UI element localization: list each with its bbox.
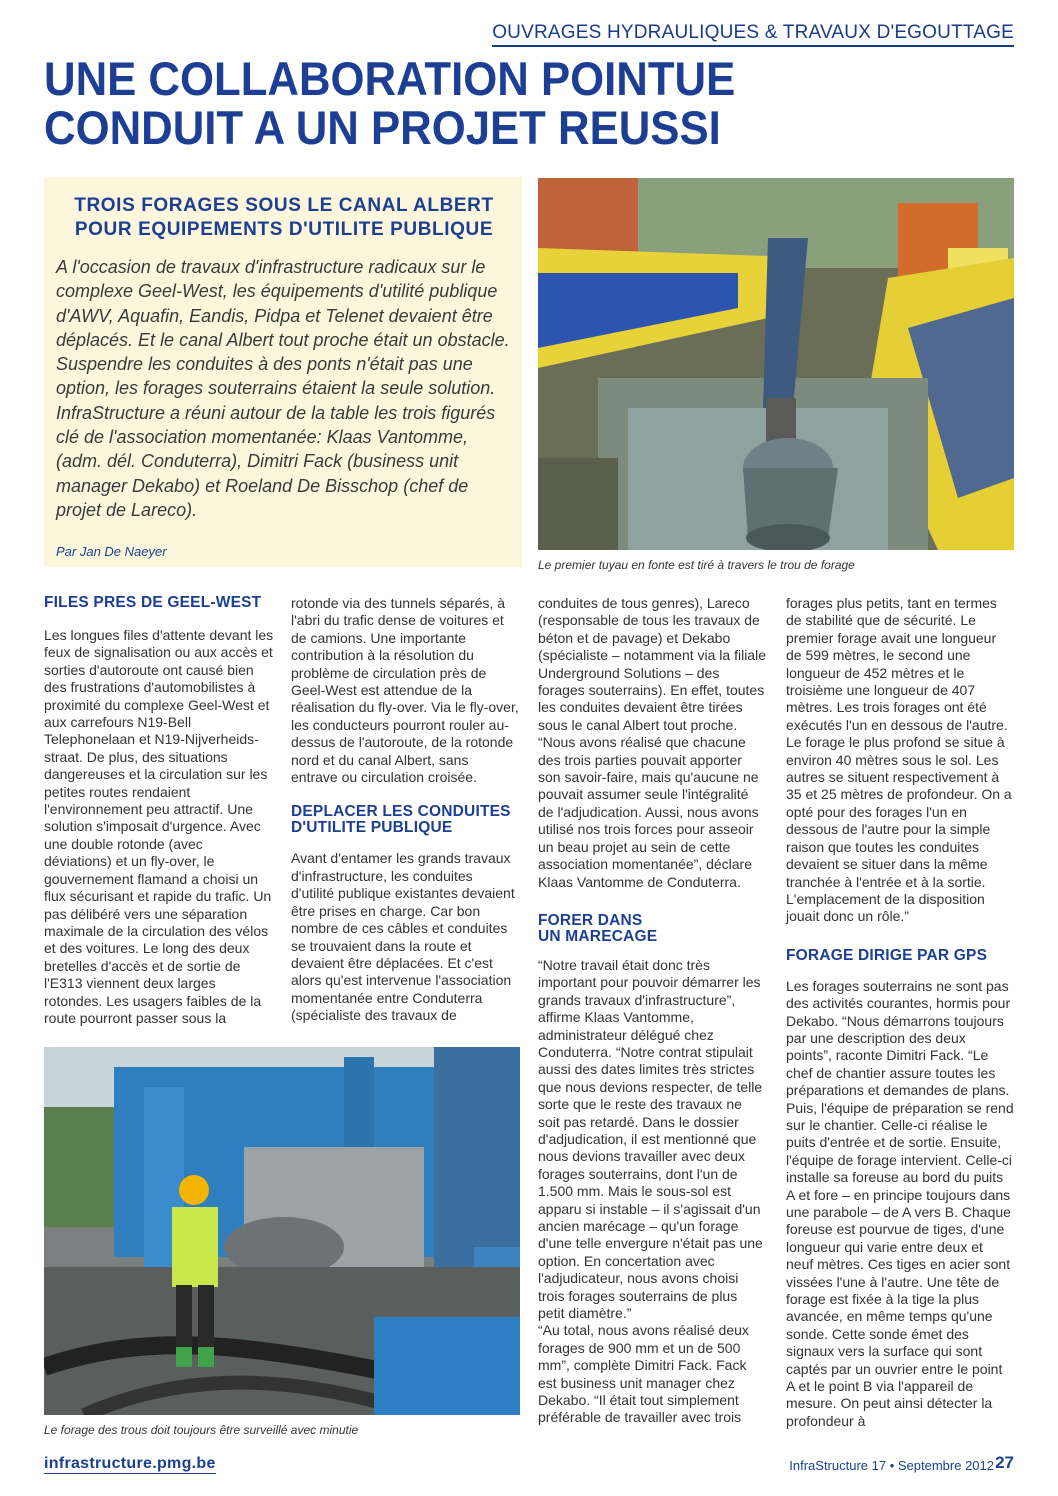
byline: Par Jan De Naeyer xyxy=(56,544,167,559)
subheading-files-geel-west: FILES PRES DE GEEL-WEST xyxy=(44,594,262,611)
subheading-deplacer-line-2: D'UTILITE PUBLIQUE xyxy=(291,819,453,837)
photo-pipe-trench-illustration xyxy=(538,178,1014,550)
column-3-text-3: “Au total, nous avons réalisé deux forages de 900 mm et un de 500 mm”, complète Dimitri Fack. Fack est business unit manager chez Dekabo. “Il était tout simplement préférable de travailler avec trois xyxy=(538,1322,749,1426)
intro-heading-line-2: POUR EQUIPEMENTS D'UTILITE PUBLIQUE xyxy=(74,219,494,240)
column-4-text: forages plus petits, tant en termes de stabilité que de sécurité. Le premier forage avait une longueur de 599 mètres, le second une longueur de 452 mètres et le troisième une longueur de 407 mètres. Les trois forages ont été exécutés l'un en dessous de l'autre. Le forage le plus profond se situe à environ 40 mètres sous le sol. Les autres se situent respectivement à 35 et 25 mètres de profondeur. On a opté pour des forages l'un en dessous de l'autre pour la simple raison que toutes les conduites devaient se situer dans la même tranchée à l'entrée et à la sortie. L'emplacement de la disposition jouait donc un rôle.” xyxy=(786,595,1012,925)
footer-issue: InfraStructure 17 • Septembre 2012 xyxy=(789,1458,994,1473)
article-column-1 xyxy=(44,595,274,1027)
article-column-3 xyxy=(538,595,766,1427)
title-line-2: CONDUIT A UN PROJET REUSSI xyxy=(44,101,721,154)
subheading-forer-marecage xyxy=(538,913,766,945)
photo-drilling-worker xyxy=(44,1047,520,1415)
subheading-forer-line-2: UN MARECAGE xyxy=(538,927,658,945)
intro-heading-line-1: TROIS FORAGES SOUS LE CANAL ALBERT xyxy=(74,195,494,216)
column-2-text-2: Avant d'entamer les grands travaux d'infrastructure, les conduites d'utilité publique existantes devaient être prises en charge. Car bon nombre de ces câbles et conduites se trouvaient dans la route et devaient être déplacées. Et c'est alors qu'est intervenue l'association momentanée entre Conduterra (spécialiste des travaux de xyxy=(291,850,515,1024)
column-1-text: Les longues files d'attente devant les feux de signalisation ou aux accès et sorties d'autoroute ont causé bien des frustrations d'automobilistes à proximité du complexe Geel-West et aux carrefours N19-Bell Telephonelaan et N19-Nijverheids-straat. De plus, des situations dangereuses et la circulation sur les petites routes rendaient l'environnement peu attractif. Une solution s'imposait d'urgence. Avec une double rotonde (avec déviations) et un fly-over, le gouvernement flamand a choisi un flux sécurisant et rapide du trafic. Un pas délibéré vers une séparation maximale de la circulation des vélos et des voitures. Le long des deux bretelles d'accès et de sortie de l'E313 viennent deux larges rotondes. Les usagers faibles de la route pourront passer sous la xyxy=(44,627,274,1026)
title-line-1: UNE COLLABORATION POINTUE xyxy=(44,52,736,105)
subheading-deplacer-line-1: DEPLACER LES CONDUITES xyxy=(291,803,511,821)
intro-text: A l'occasion de travaux d'infrastructure radicaux sur le complexe Geel-West, les équipements d'utilité publique d'AWV, Aquafin, Eandis, Pidpa et Telenet devaient être déplacés. Et le canal Albert tout proche était un obstacle. Suspendre les conduites à des ponts n'était pas une option, les forages souterrains étaient la seule solution. InfraStructure a réuni autour de la table les trois figurés clé de l'association momentanée: Klaas Vantomme, (adm. dél. Conduterra), Dimitri Fack (business unit manager Dekabo) et Roeland De Bisschop (chef de projet de Lareco). xyxy=(56,257,510,520)
page-title xyxy=(44,54,955,152)
photo-pipe-trench xyxy=(538,178,1014,550)
subheading-forage-gps: FORAGE DIRIGE PAR GPS xyxy=(786,946,988,964)
caption-bottom-photo: Le forage des trous doit toujours être surveillé avec minutie xyxy=(44,1423,359,1437)
page-number: 27 xyxy=(995,1453,1014,1472)
section-label: OUVRAGES HYDRAULIQUES & TRAVAUX D'EGOUTTAGE xyxy=(492,22,1014,47)
subheading-deplacer-conduites xyxy=(291,804,519,836)
intro-box xyxy=(44,177,522,567)
intro-heading xyxy=(54,194,514,242)
subheading-forer-line-1: FORER DANS xyxy=(538,911,643,929)
photo-drilling-worker-illustration xyxy=(44,1047,520,1415)
article-column-4 xyxy=(786,595,1014,1430)
column-3-text-2: “Notre travail était donc très important pour pouvoir démarrer les grands travaux d'infrastructure”, affirme Klaas Vantomme, administrateur délégué chez Conduterra. “Notre contrat stipulait aussi des dates limites très strictes que nous devions respecter, de telle sorte que le reste des travaux ne soit pas retardé. Dans le dossier d'adjudication, il est mentionné que nous devions travailler avec deux forages souterrains, dont l'un de 1.500 mm. Mais le sous-sol est apparu si instable – il s'agissait d'un ancien marécage – qu'un forage d'une telle envergure n'était pas une option. En concertation avec l'adjudicateur, nous avons choisi trois forages souterrains de plus petit diamètre.” xyxy=(538,956,763,1322)
column-3-text: conduites de tous genres), Lareco (responsable de tous les travaux de béton et de pavage) et Dekabo (spécialiste – notamment via la filiale Underground Solutions – des forages souterrains). En effet, toutes les conduites devaient être tirées sous le canal Albert tout proche. “Nous avons réalisé que chacune des trois parties pouvait apporter son savoir-faire, mais qu'aucune ne pouvait assumer seule l'intégralité de l'adjudication. Aussi, nous avons utilisé nos trois forces pour asseoir un beau projet au sein de cette association momentanée”, déclare Klaas Vantomme de Conduterra. xyxy=(538,595,766,890)
column-2-text: rotonde via des tunnels séparés, à l'abri du trafic dense de voitures et de camions. Une importante contribution à la résolution du problème de circulation près de Geel-West est attendue de la réalisation du fly-over. Via le fly-over, les conducteurs pourront rouler au-dessus de l'autoroute, de la rotonde nord et du canal Albert, sans entrave ou circulation croisée. xyxy=(291,595,519,786)
column-4-text-2: Les forages souterrains ne sont pas des activités courantes, hormis pour Dekabo. “Nous démarrons toujours par une description des deux points”, raconte Dimitri Fack. “Le chef de chantier assure toutes les préparations et demandes de plans. Puis, l'équipe de préparation se rend sur le chantier. Celle-ci réalise le puits d'entrée et de sortie. Ensuite, l'équipe de forage intervient. Celle-ci installe sa foreuse au bord du puits A et fore – en principe toujours dans une parabole – de A vers B. Chaque foreuse est pourvue de tiges, d'une longueur qui varie entre deux et neuf mètres. Ces tiges en acier sont vissées l'une à l'autre. Une tête de forage est fixée à la tige la plus avancée, en même temps qu'une sonde. Cette sonde émet des signaux vers la surface qui sont captés par un ouvrier entre le point A et le point B via l'appareil de mesure. On peut ainsi détecter la profondeur à xyxy=(786,977,1014,1429)
article-column-2 xyxy=(291,595,519,1025)
caption-top-photo: Le premier tuyau en fonte est tiré à travers le trou de forage xyxy=(538,558,855,572)
footer-website[interactable]: infrastructure.pmg.be xyxy=(44,1455,216,1472)
